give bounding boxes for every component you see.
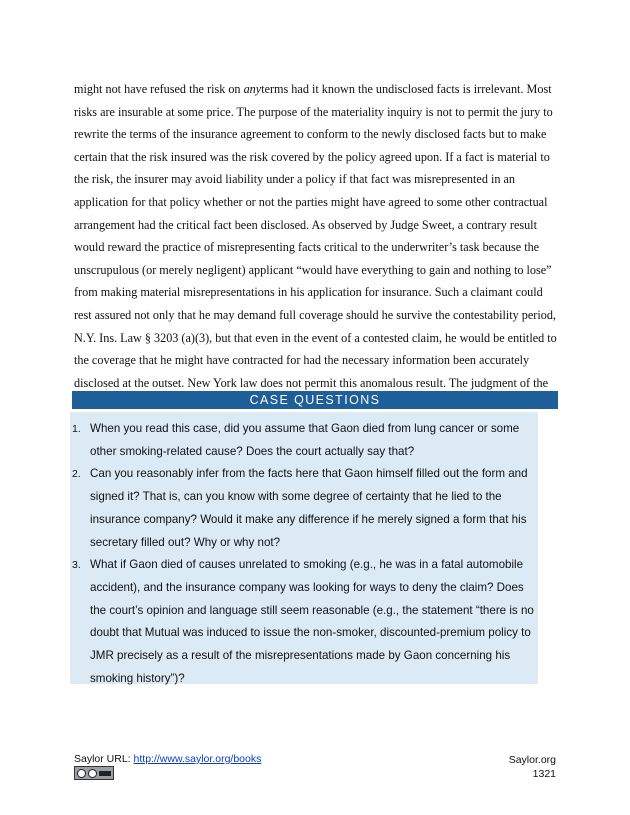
case-question-text: What if Gaon died of causes unrelated to smoking (e.g., he was in a fatal automobile accident), and the insurance company was looking for ways to deny the claim? Does the court’s opinion and language still seem reasonable (e.g., the statement “there is no doubt that Mutual was induced to issue the non-smoker, discounted-premium policy to JMR precisely as a result of the misrepresentations made by Gaon concerning his smoking history”)? [90, 558, 534, 685]
body-text-emphasis: any [243, 82, 262, 96]
case-question-text: When you read this case, did you assume that Gaon died from lung cancer or some other smoking-related cause? Does the court actually say that? [90, 422, 520, 458]
case-question-item [70, 418, 538, 463]
by-circle-icon [88, 769, 97, 778]
license-bar [99, 771, 111, 776]
page-number: 1321 [532, 768, 556, 780]
footer-site-name: Saylor.org [508, 754, 556, 766]
body-text-part2: terms had it known the undisclosed facts is irrelevant. Most risks are insurable at some price. The purpose of the materiality inquiry is not to permit the jury to rewrite the terms of the insurance agreement to conform to the newly disclosed facts but to make certain that the risk insured was the risk covered by the policy agreed upon. If a fact is material to the risk, the insurer may avoid liability under a policy if that fact was misrepresented in an application for that policy whether or not the parties might have agreed to some other contractual arrangement had the critical fact been disclosed. As observed by Judge Sweet, a contrary result would reward the practice of misrepresenting facts critical to the underwriter’s task because the unscrupulous (or merely negligent) applicant “would have everything to gain and nothing to lose” from making material misrepresentations in his application for insurance. Such a claimant could rest assured not only that he may demand full coverage should he survive the contestability period, N.Y. Ins. Law § 3203 (a)(3), but that even in the event of a contested claim, he would be entitled to the coverage that he might have contracted for had the necessary information been accurately disclosed at the outset. New York law does not permit this anomalous result. The judgment of the [74, 82, 557, 390]
body-text-part1: might not have refused the risk on [74, 82, 244, 96]
case-questions-header: CASE QUESTIONS [72, 391, 558, 409]
case-question-item [70, 554, 538, 690]
cc-circle-icon [77, 769, 86, 778]
case-question-number: 1. [72, 423, 81, 435]
saylor-books-link[interactable]: http://www.saylor.org/books [133, 753, 262, 765]
body-paragraph [74, 78, 560, 417]
case-question-item [70, 463, 538, 554]
case-questions-list [70, 418, 538, 690]
case-question-number: 2. [72, 468, 81, 481]
creative-commons-license-icon[interactable] [74, 766, 114, 780]
footer-url-line [74, 753, 261, 765]
footer-right [509, 753, 556, 781]
case-question-text: Can you reasonably infer from the facts here that Gaon himself filled out the form and signed it? That is, can you know with some degree of certainty that he lied to the insurance company? Would it make any difference if he merely signed a form that his secretary filled out? Why or why not? [90, 467, 528, 549]
footer-url-label: Saylor URL: [74, 753, 134, 765]
case-question-number: 3. [72, 559, 81, 572]
